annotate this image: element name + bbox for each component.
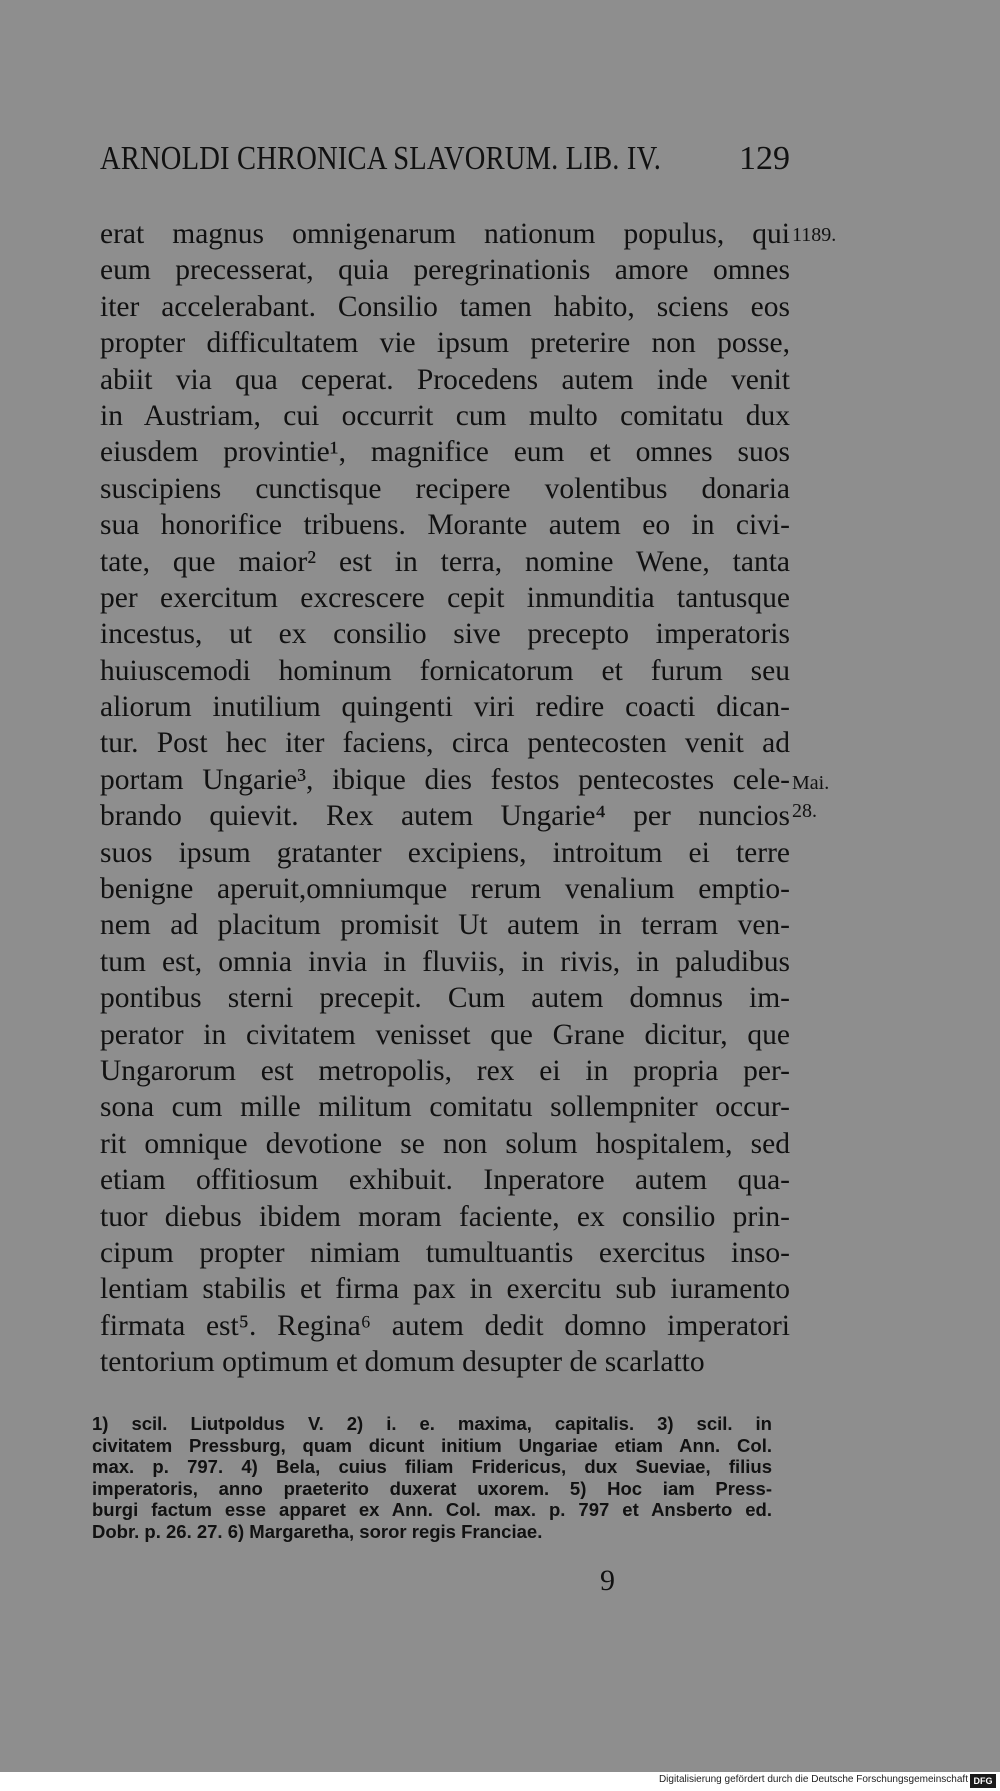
text-line: propter difficultatem vie ipsum preterire non posse, bbox=[100, 327, 790, 360]
text-line: in Austriam, cui occurrit cum multo comitatu dux bbox=[100, 399, 790, 432]
footnote-line: burgi factum esse apparet ex Ann. Col. max. p. 797 et Ansberto ed. bbox=[92, 1499, 772, 1520]
text-line: erat magnus omnigenarum nationum populus, qui bbox=[100, 218, 790, 250]
dfg-logo: DFG bbox=[970, 1774, 996, 1788]
text-line: lentiam stabilis et firma pax in exercitu sub iuramento bbox=[100, 1273, 790, 1306]
text-line: portam Ungarie³, ibique dies festos pentecostes cele- bbox=[100, 763, 790, 796]
footnote-line: imperatoris, anno praeterito duxerat uxorem. 5) Hoc iam Press- bbox=[92, 1477, 772, 1499]
text-line: tur. Post hec iter faciens, circa pentecosten venit ad bbox=[100, 727, 790, 760]
running-title: ARNOLDI CHRONICA SLAVORUM. LIB. IV. bbox=[100, 140, 662, 177]
text-line: pontibus sterni precepit. Cum autem domnus im- bbox=[100, 982, 790, 1015]
text-line: Ungarorum est metropolis, rex ei in propria per- bbox=[100, 1054, 790, 1087]
signature-mark: 9 bbox=[600, 1564, 615, 1597]
margin-day: 28. bbox=[792, 800, 817, 822]
text-line: tentorium optimum et domum desupter de scarlatto bbox=[100, 1346, 705, 1379]
margin-year: 1189. bbox=[792, 224, 837, 246]
text-line: sona cum mille militum comitatu sollempniter occur- bbox=[100, 1091, 790, 1124]
text-line: eiusdem provintie¹, magnifice eum et omnes suos bbox=[100, 436, 790, 469]
text-line: iter accelerabant. Consilio tamen habito, sciens eos bbox=[100, 290, 790, 323]
text-line: tate, que maior² est in terra, nomine Wene, tanta bbox=[100, 545, 790, 578]
digitization-credit: Digitalisierung gefördert durch die Deutsche Forschungsgemeinschaft bbox=[658, 1774, 968, 1785]
text-line: etiam offitiosum exhibuit. Inperatore autem qua- bbox=[100, 1164, 790, 1197]
running-header bbox=[100, 140, 790, 190]
text-line: sua honorifice tribuens. Morante autem eo in civi- bbox=[100, 509, 790, 542]
footnotes bbox=[92, 1413, 772, 1542]
text-line: abiit via qua ceperat. Procedens autem inde venit bbox=[100, 363, 790, 396]
text-line: perator in civitatem venisset que Grane dicitur, que bbox=[100, 1018, 790, 1051]
footnote-line: 1) scil. Liutpoldus V. 2) i. e. maxima, capitalis. 3) scil. in bbox=[92, 1413, 772, 1434]
text-line: aliorum inutilium quingenti viri redire coacti dican- bbox=[100, 691, 790, 724]
text-line: tum est, omnia invia in fluviis, in rivis, in paludibus bbox=[100, 945, 790, 978]
text-line: nem ad placitum promisit Ut autem in terram ven- bbox=[100, 909, 790, 942]
text-line: per exercitum excrescere cepit inmunditia tantusque bbox=[100, 581, 790, 614]
text-line: benigne aperuit,omniumque rerum venalium emptio- bbox=[100, 873, 790, 906]
text-line: rit omnique devotione se non solum hospitalem, sed bbox=[100, 1127, 790, 1160]
text-line: brando quievit. Rex autem Ungarie⁴ per nuncios bbox=[100, 800, 790, 833]
text-line: cipum propter nimiam tumultuantis exercitus inso- bbox=[100, 1236, 790, 1269]
page-number: 129 bbox=[739, 140, 790, 177]
text-line: firmata est⁵. Regina⁶ autem dedit domno imperatori bbox=[100, 1309, 790, 1342]
footnote-line: Dobr. p. 26. 27. 6) Margaretha, soror regis Franciae. bbox=[92, 1520, 543, 1542]
text-line: huiuscemodi hominum fornicatorum et furum seu bbox=[100, 654, 790, 687]
text-line: suos ipsum gratanter excipiens, introitum ei terre bbox=[100, 836, 790, 869]
main-text bbox=[100, 216, 790, 1381]
text-line: eum precesserat, quia peregrinationis amore omnes bbox=[100, 254, 790, 287]
margin-month: Mai. bbox=[792, 772, 830, 794]
text-line: incestus, ut ex consilio sive precepto imperatoris bbox=[100, 618, 790, 651]
footnote-line: civitatem Pressburg, quam dicunt initium Ungariae etiam Ann. Col. bbox=[92, 1434, 772, 1456]
text-line: suscipiens cunctisque recipere volentibus donaria bbox=[100, 472, 790, 505]
text-line: tuor diebus ibidem moram faciente, ex consilio prin- bbox=[100, 1200, 790, 1233]
footnote-line: max. p. 797. 4) Bela, cuius filiam Fridericus, dux Sueviae, filius bbox=[92, 1456, 772, 1477]
